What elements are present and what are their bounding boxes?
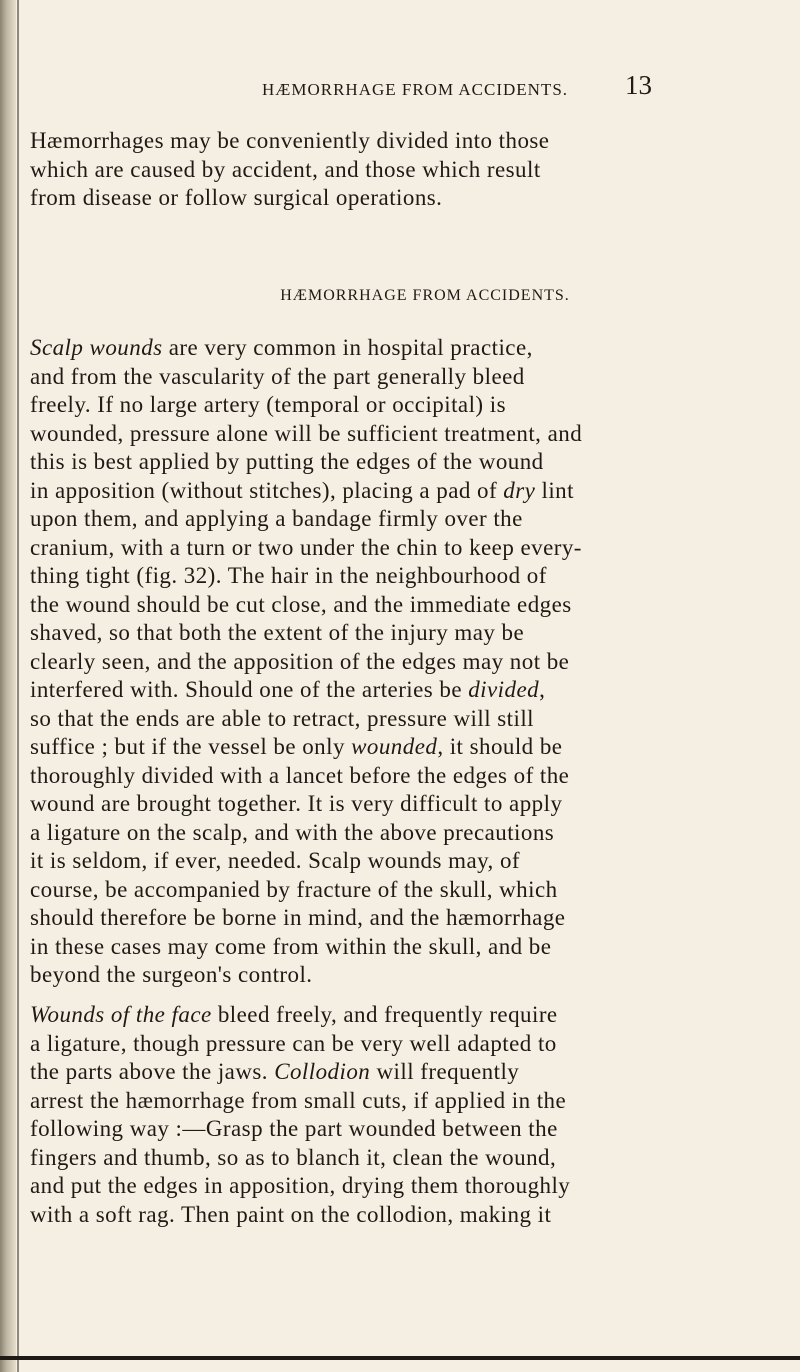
text-line: freely. If no large artery (temporal or occipital) is (30, 392, 506, 417)
text-line: clearly seen, and the apposition of the edges may not be (30, 648, 570, 674)
italic-term-divided: divided (468, 677, 540, 702)
text-line: with a soft rag. Then paint on the collodion, making it (30, 1201, 552, 1227)
text-line: from disease or follow surgical operations. (30, 185, 443, 210)
text-line: it is seldom, if ever, needed. Scalp wounds may, of (30, 848, 521, 873)
text-line: which are caused by accident, and those which result (30, 156, 541, 182)
text-line: a ligature, though pressure can be very well adapted to (30, 1030, 557, 1056)
intro-paragraph (30, 127, 790, 213)
text-line: cranium, with a turn or two under the chin to keep every- (30, 534, 582, 560)
running-head (0, 80, 800, 100)
text-line: Scalp wounds are very common in hospital practice, (30, 335, 533, 360)
text-line: thoroughly divided with a lancet before the edges of the (30, 762, 570, 788)
text-line: suffice ; but if the vessel be only wounded, it should be (30, 734, 563, 759)
text-line: the wound should be cut close, and the immediate edges (30, 591, 572, 617)
text-line: Wounds of the face bleed freely, and frequently require (30, 1002, 558, 1027)
page-number: 13 (625, 70, 652, 100)
text-line: course, be accompanied by fracture of the skull, which (30, 876, 558, 902)
running-head-title: HÆMORRHAGE FROM ACCIDENTS. (261, 80, 569, 99)
text-line: thing tight (fig. 32). The hair in the neighbourhood of (30, 563, 547, 588)
text-line: shaved, so that both the extent of the injury may be (30, 620, 525, 645)
text-line: fingers and thumb, so as to blanch it, clean the wound, (30, 1144, 557, 1170)
text-line: the parts above the jaws. Collodion will frequently (30, 1059, 520, 1084)
text-line: upon them, and applying a bandage firmly over the (30, 506, 523, 531)
bottom-scan-edge (0, 1356, 800, 1360)
text-line: should therefore be borne in mind, and the hæmorrhage (30, 905, 566, 930)
text-line: in apposition (without stitches), placing a pad of dry lint (30, 477, 574, 503)
text-line: a ligature on the scalp, and with the above precautions (30, 819, 555, 845)
scalp-wounds-paragraph (30, 334, 790, 990)
text-line: Hæmorrhages may be conveniently divided into those (30, 128, 550, 153)
page-gutter-shadow (0, 0, 16, 1372)
italic-term-scalp-wounds: Scalp wounds (30, 335, 163, 360)
text-line: interfered with. Should one of the arteries be divided, (30, 677, 546, 702)
text-line: this is best applied by putting the edges of the wound (30, 449, 544, 474)
italic-term-dry: dry (503, 477, 536, 503)
text-line: in these cases may come from within the skull, and be (30, 933, 552, 959)
text-line: and from the vascularity of the part generally bleed (30, 363, 525, 389)
text-line: so that the ends are able to retract, pressure will still (30, 705, 535, 731)
text-line: arrest the hæmorrhage from small cuts, if applied in the (30, 1087, 567, 1113)
gutter-edge-line (17, 0, 19, 1372)
italic-term-wounds-of-the-face: Wounds of the face (30, 1002, 212, 1027)
text-line: wounded, pressure alone will be sufficient treatment, and (30, 420, 583, 446)
text-line: beyond the surgeon's control. (30, 962, 313, 987)
section-heading (0, 287, 800, 305)
face-wounds-paragraph (30, 1001, 790, 1229)
italic-term-wounded: wounded (351, 734, 438, 759)
italic-term-collodion: Collodion (274, 1059, 371, 1084)
text-line: following way :—Grasp the part wounded between the (30, 1116, 558, 1141)
text-line: wound are brought together. It is very difficult to apply (30, 791, 563, 816)
section-heading-text: HÆMORRHAGE FROM ACCIDENTS. (280, 287, 570, 304)
text-line: and put the edges in apposition, drying them thoroughly (30, 1173, 571, 1198)
